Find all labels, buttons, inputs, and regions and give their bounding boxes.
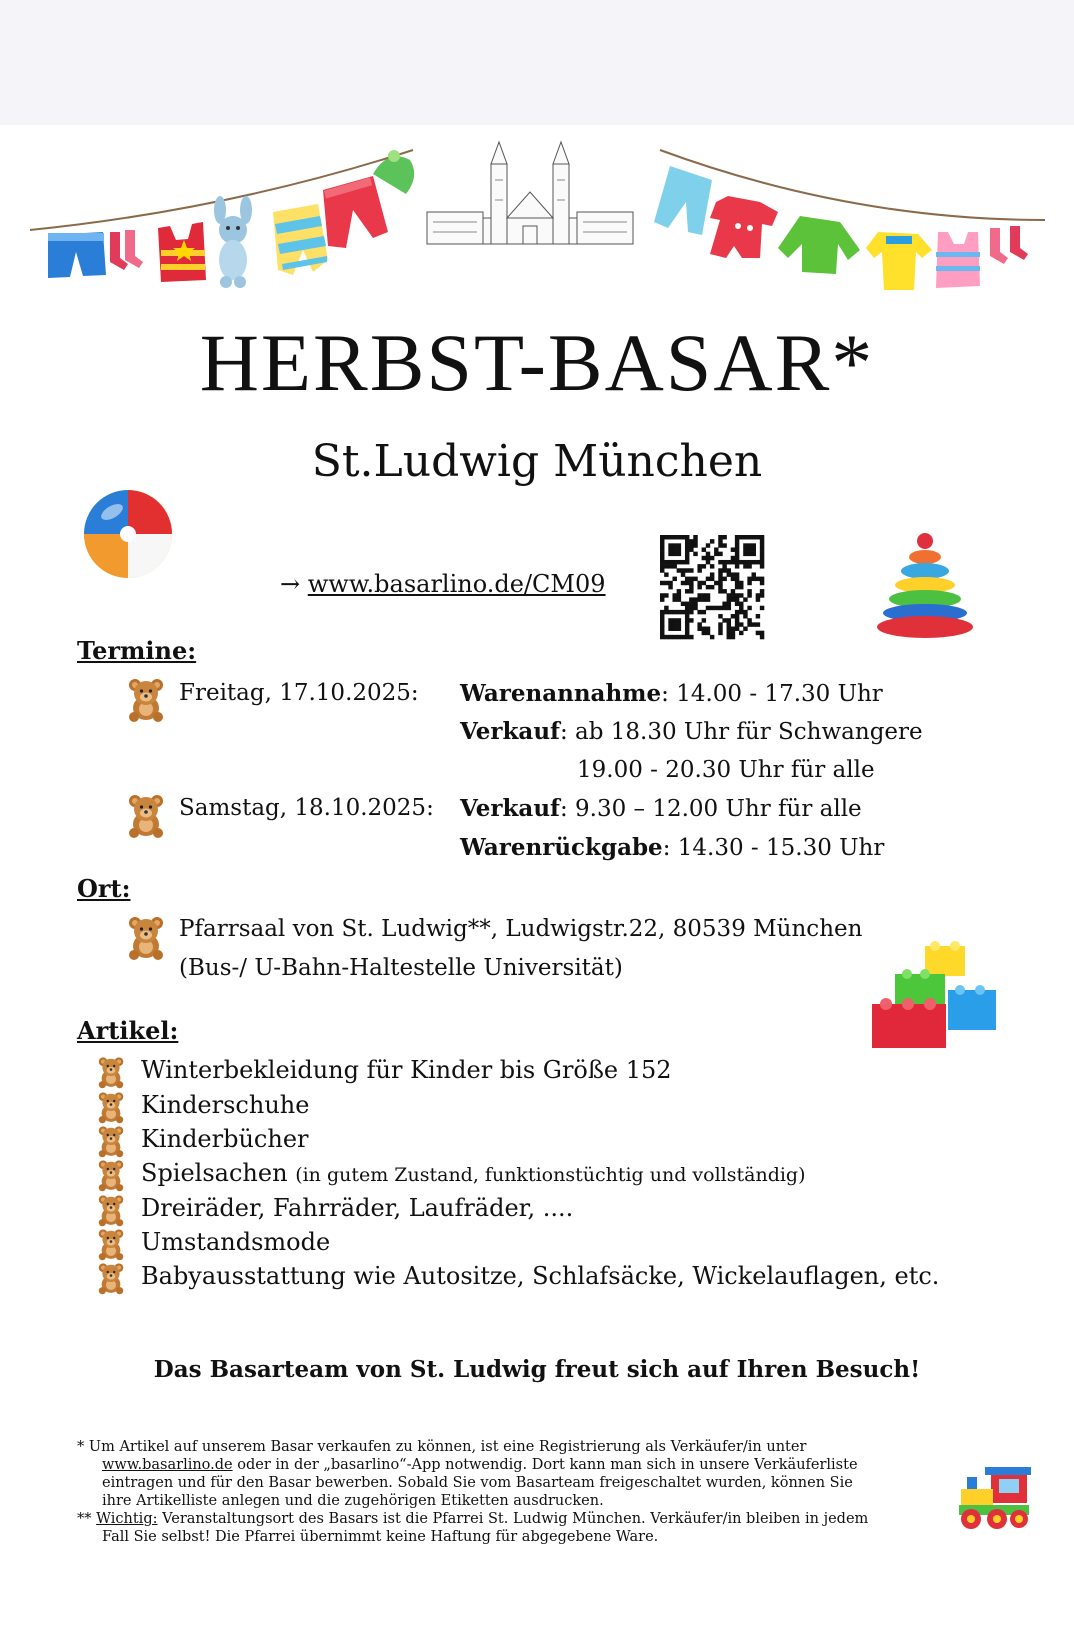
footnote-1-line-2 <box>102 1458 858 1473</box>
artikel-item-label: Kinderschuhe <box>141 1091 310 1119</box>
artikel-item <box>141 1127 309 1151</box>
teddy-bear-icon <box>96 1123 126 1157</box>
saturday-date: Samstag, 18.10.2025: <box>179 795 434 821</box>
top-bar <box>0 0 1074 125</box>
teddy-bear-icon <box>96 1157 126 1191</box>
footnote-2-line-1 <box>77 1512 868 1527</box>
building-blocks-icon <box>870 938 1005 1058</box>
friday-line-2-label: Verkauf <box>460 718 560 745</box>
subtitle: St.Ludwig München <box>311 436 763 487</box>
ort-transit: (Bus-/ U-Bahn-Haltestelle Universität) <box>179 955 623 981</box>
saturday-line-1-label: Verkauf <box>460 795 560 822</box>
saturday-line-2-text: : 14.30 - 15.30 Uhr <box>662 835 885 861</box>
page-title: HERBST-BASAR* <box>199 317 875 408</box>
clothesline-right-illustration <box>650 140 1050 310</box>
teddy-bear-icon <box>126 792 166 836</box>
teddy-bear-icon <box>96 1054 126 1088</box>
artikel-item <box>141 1093 309 1117</box>
artikel-item <box>141 1161 806 1185</box>
friday-line-1-text: : 14.00 - 17.30 Uhr <box>661 681 883 707</box>
saturday-line-1-text: : 9.30 – 12.00 Uhr für alle <box>559 796 862 822</box>
artikel-item <box>141 1264 939 1288</box>
saturday-line-1 <box>460 797 862 821</box>
church-illustration <box>425 140 635 250</box>
beach-ball-icon <box>82 488 174 580</box>
footnote-1-line-2-text: oder in der „basarlino“-App notwendig. Dort kann man sich in unsere Verkäuferliste <box>232 1457 858 1473</box>
artikel-item <box>141 1230 330 1254</box>
artikel-item-label: Umstandsmode <box>141 1228 331 1256</box>
closing-message: Das Basarteam von St. Ludwig freut sich auf Ihren Besuch! <box>153 1356 921 1383</box>
friday-line-1-label: Warenannahme <box>460 680 662 707</box>
footnote-1-line-4: ihre Artikelliste anlegen und die zugehörigen Etiketten ausdrucken. <box>102 1493 604 1509</box>
teddy-bear-icon <box>96 1192 126 1226</box>
artikel-heading: Artikel: <box>77 1016 179 1045</box>
artikel-item <box>141 1058 672 1082</box>
friday-line-3: 19.00 - 20.30 Uhr für alle <box>577 757 875 783</box>
ort-heading: Ort: <box>77 874 131 903</box>
toy-train-icon <box>955 1465 1035 1535</box>
qr-code-icon <box>660 535 764 639</box>
ort-address: Pfarrsaal von St. Ludwig**, Ludwigstr.22, 80539 München <box>179 916 863 942</box>
artikel-item-note: (in gutem Zustand, funktionstüchtig und vollständig) <box>295 1164 806 1186</box>
arrow-icon: → <box>280 570 301 598</box>
footnote-2-line-1-text: Veranstaltungsort des Basars ist die Pfarrei St. Ludwig München. Verkäufer/in bleiben in jedem <box>157 1511 869 1527</box>
footnote-2-label: Wichtig: <box>96 1511 158 1527</box>
teddy-bear-icon <box>126 676 166 720</box>
friday-line-2-text: : ab 18.30 Uhr für Schwangere <box>559 719 923 745</box>
footnote-link[interactable]: www.basarlino.de <box>102 1457 233 1473</box>
teddy-bear-icon <box>96 1226 126 1260</box>
basarlino-link-row <box>280 570 606 598</box>
footnote-2-prefix: ** <box>77 1511 97 1527</box>
artikel-item-label: Kinderbücher <box>141 1125 309 1153</box>
ring-stacker-icon <box>875 533 975 643</box>
footnote-1-line-3: eintragen und für den Basar bewerben. Sobald Sie vom Basarteam freigeschaltet wurden, können Sie <box>102 1475 853 1491</box>
friday-line-2 <box>460 720 923 744</box>
artikel-item-label: Dreiräder, Fahrräder, Laufräder, .... <box>141 1194 574 1222</box>
footnote-1-line-1: * Um Artikel auf unserem Basar verkaufen zu können, ist eine Registrierung als Verkäufer/in unter <box>77 1439 807 1455</box>
teddy-bear-icon <box>96 1260 126 1294</box>
saturday-line-2 <box>460 836 884 860</box>
artikel-item-label: Babyausstattung wie Autositze, Schlafsäcke, Wickelauflagen, etc. <box>141 1262 940 1290</box>
artikel-item-label: Spielsachen <box>141 1159 288 1187</box>
teddy-bear-icon <box>126 914 166 958</box>
artikel-item <box>141 1196 573 1220</box>
footnote-2-line-2: Fall Sie selbst! Die Pfarrei übernimmt keine Haftung für abgegebene Ware. <box>102 1529 659 1545</box>
friday-line-1 <box>460 682 883 706</box>
artikel-item-label: Winterbekleidung für Kinder bis Größe 152 <box>141 1056 672 1084</box>
friday-date: Freitag, 17.10.2025: <box>179 680 419 706</box>
basarlino-link[interactable]: www.basarlino.de/CM09 <box>307 570 606 598</box>
termine-heading: Termine: <box>77 636 197 665</box>
clothesline-left-illustration <box>28 140 428 310</box>
saturday-line-2-label: Warenrückgabe <box>460 834 663 861</box>
teddy-bear-icon <box>96 1089 126 1123</box>
